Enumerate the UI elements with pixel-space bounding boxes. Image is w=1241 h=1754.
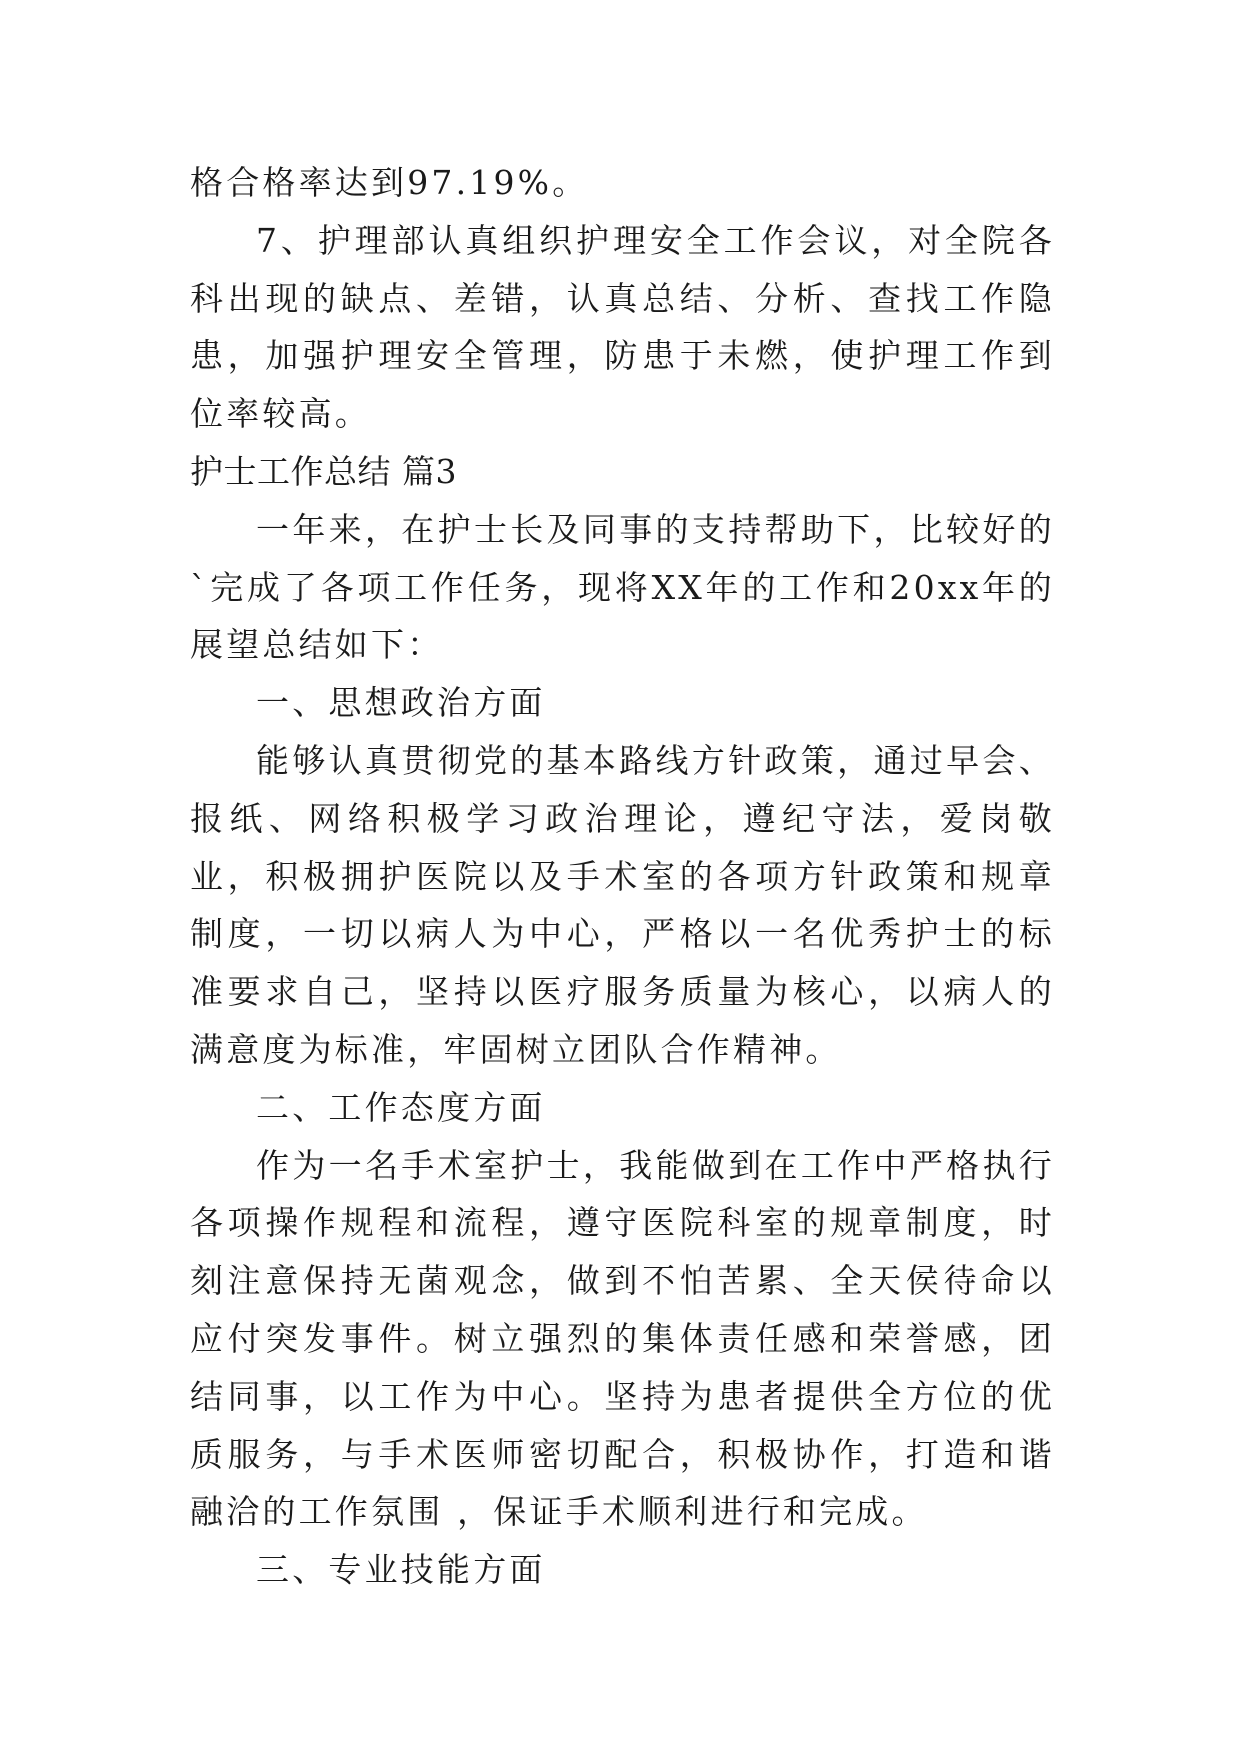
section-title: 护士工作总结 篇3 [190, 451, 457, 491]
paragraph-political: 能够认真贯彻党的基本路线方针政策，通过早会、报纸、网络积极学习政治理论，遵纪守法，爱岗敬业，积极拥护医院以及手术室的各项方针政策和规章制度，一切以病人为中心，严格以一名优秀护士的标准要求自己，坚持以医疗服务质量为核心，以病人的满意度为标准，牢固树立团队合作精神。 [190, 740, 1055, 1069]
paragraph-attitude: 作为一名手术室护士，我能做到在工作中严格执行各项操作规程和流程，遵守医院科室的规章制度，时刻注意保持无菌观念，做到不怕苦累、全天侯待命以应付突发事件。树立强烈的集体责任感和荣誉感，团结同事，以工作为中心。坚持为患者提供全方位的优质服务，与手术医师密切配合，积极协作，打造和谐融洽的工作氛围 ，保证手术顺利进行和完成。 [190, 1145, 1055, 1532]
paragraph-continuation: 格合格率达到97.19%。 [190, 163, 589, 202]
subheading-attitude: 二、工作态度方面 [256, 1087, 546, 1127]
subheading-political: 一、思想政治方面 [256, 683, 546, 723]
paragraph-intro: 一年来，在护士长及同事的支持帮助下，比较好的`完成了各项工作任务，现将XX年的工作和20xx年的展望总结如下： [190, 509, 1055, 665]
subheading-skills: 三、专业技能方面 [256, 1550, 546, 1590]
paragraph-item-7: 7、护理部认真组织护理安全工作会议，对全院各科出现的缺点、差错，认真总结、分析、查找工作隐患，加强护理安全管理，防患于未燃，使护理工作到位率较高。 [190, 220, 1055, 434]
document-body [190, 154, 1055, 1599]
